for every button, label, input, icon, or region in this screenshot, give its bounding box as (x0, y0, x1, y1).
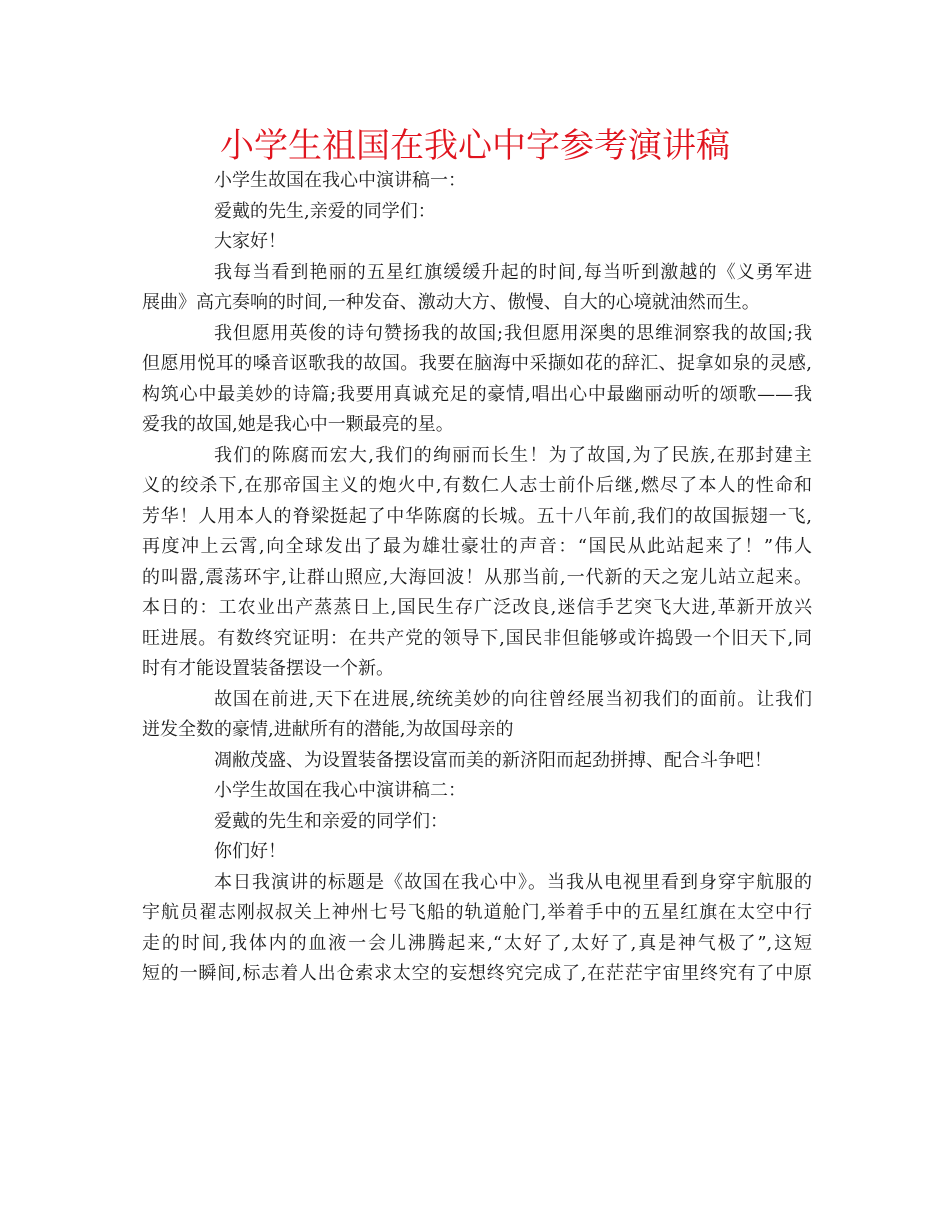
paragraph-line: 但愿用悦耳的嗓音讴歌我的故国。我要在脑海中采撷如花的辞汇、捉拿如泉的灵感, (142, 353, 812, 374)
paragraph-line: 爱戴的先生和亲爱的同学们： (214, 810, 448, 832)
paragraph-line: 义的绞杀下,在那帝国主义的炮火中,有数仁人志士前仆后继,燃尽了本人的性命和 (142, 475, 812, 496)
paragraph-line: 展曲》高亢奏响的时间,一种发奋、激动大方、傲慢、自大的心境就油然而生。 (142, 292, 760, 313)
paragraph-line: 故国在前进,天下在进展,统统美妙的向往曾经展当初我们的面前。让我们 (214, 688, 812, 710)
document-body (142, 166, 812, 990)
paragraph-line: 的叫嚣,震荡环宇,让群山照应,大海回波！从那当前,一代新的天之宠儿站立起来。 (142, 566, 812, 588)
paragraph-line: 爱戴的先生,亲爱的同学们： (214, 200, 436, 222)
paragraph-line: 本日我演讲的标题是《故国在我心中》。当我从电视里看到身穿宇航服的 (214, 871, 812, 893)
paragraph-line: 我但愿用英俊的诗句赞扬我的故国;我但愿用深奥的思维洞察我的故国;我 (214, 322, 812, 344)
paragraph-line: 我每当看到艳丽的五星红旗缓缓升起的时间,每当听到激越的《义勇军进 (214, 261, 812, 283)
paragraph-line: 本日的：工农业出产蒸蒸日上,国民生存广泛改良,迷信手艺突飞大进,革新开放兴 (142, 597, 812, 618)
document-title: 小学生祖国在我心中字参考演讲稿 (220, 126, 730, 166)
paragraph-line: 小学生故国在我心中演讲稿一： (214, 170, 466, 191)
paragraph-line: 大家好！ (214, 231, 286, 252)
paragraph-line: 构筑心中最美妙的诗篇;我要用真诚充足的豪情,唱出心中最幽丽动听的颂歌——我 (142, 383, 812, 405)
paragraph-line: 芳华！人用本人的脊梁挺起了中华陈腐的长城。五十八年前,我们的故国振翅一飞, (142, 505, 812, 527)
paragraph-line: 宇航员翟志刚叔叔关上神州七号飞船的轨道舱门,举着手中的五星红旗在太空中行 (142, 902, 812, 923)
paragraph-line: 我们的陈腐而宏大,我们的绚丽而长生！为了故国,为了民族,在那封建主 (214, 444, 812, 466)
paragraph-line: 迸发全数的豪情,进献所有的潜能,为故国母亲的 (142, 719, 514, 740)
paragraph-line: 爱我的故国,她是我心中一颗最亮的星。 (142, 414, 454, 435)
paragraph-line: 你们好！ (214, 841, 286, 862)
paragraph-line: 时有才能设置装备摆设一个新。 (142, 658, 394, 679)
paragraph-line: 小学生故国在我心中演讲稿二： (214, 780, 466, 801)
paragraph-line: 凋敝茂盛、为设置装备摆设富而美的新济阳而起劲拼搏、配合斗争吧！ (214, 749, 772, 771)
paragraph-line: 走的时间,我体内的血液一会儿沸腾起来,“太好了,太好了,真是神气极了”,这短 (142, 932, 812, 954)
paragraph-line: 再度冲上云霄,向全球发出了最为雄壮豪壮的声音：“国民从此站起来了！”伟人 (142, 536, 812, 557)
paragraph-line: 短的一瞬间,标志着人出仓索求太空的妄想终究完成了,在茫茫宇宙里终究有了中原 (142, 963, 812, 984)
paragraph-line: 旺进展。有数终究证明：在共产党的领导下,国民非但能够或许捣毁一个旧天下,同 (142, 627, 812, 649)
